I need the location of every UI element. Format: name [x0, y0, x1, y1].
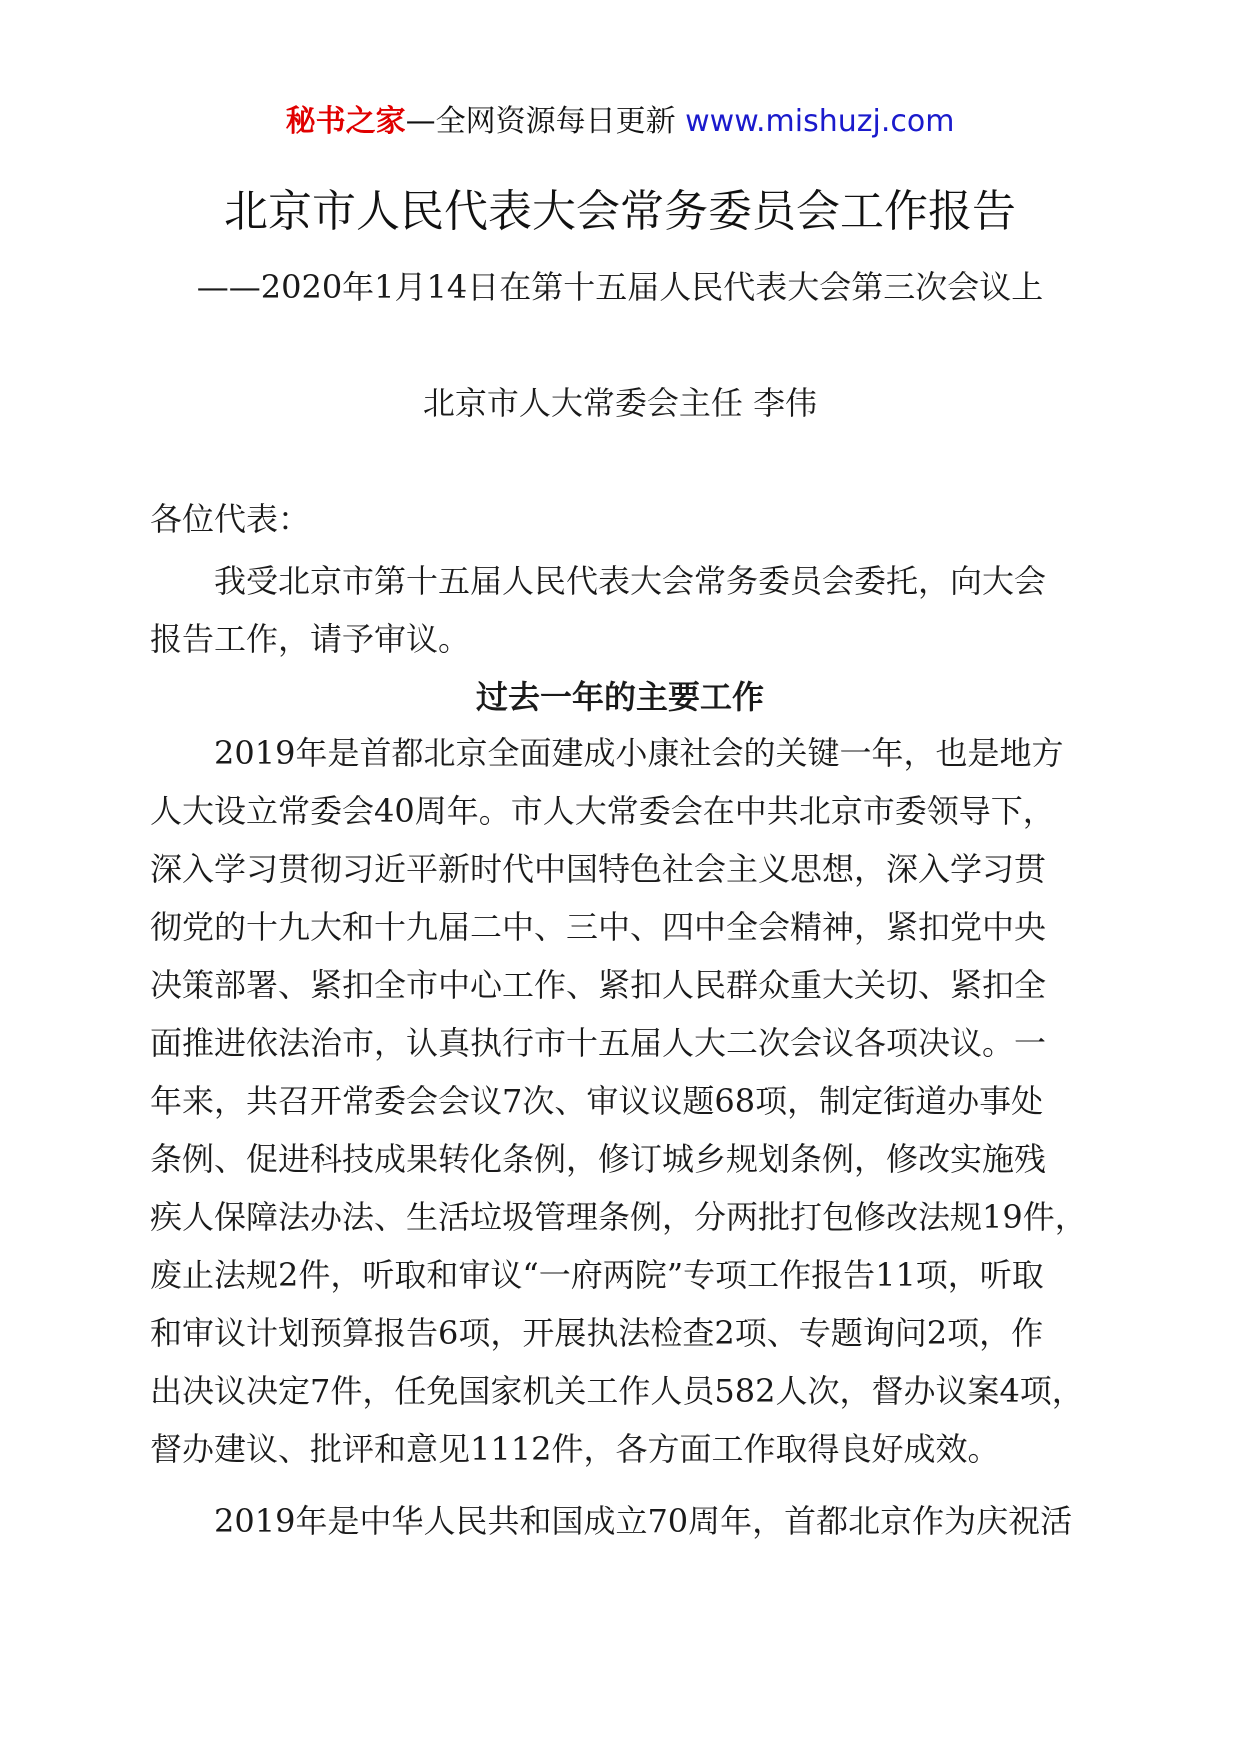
paragraph-line: 人大设立常委会40周年。市人大常委会在中共北京市委领导下，	[150, 792, 1055, 830]
intro-paragraph	[150, 552, 1080, 668]
paragraph-line: 决策部署、紧扣全市中心工作、紧扣人民群众重大关切、紧扣全	[150, 966, 1047, 1004]
paragraph-line: 条例、促进科技成果转化条例，修订城乡规划条例，修改实施残	[150, 1140, 1047, 1178]
paragraph-line: 废止法规2件，听取和审议“一府两院”专项工作报告11项，听取	[150, 1256, 1044, 1294]
paragraph-line: 出决议决定7件，任免国家机关工作人员582人次，督办议案4项，	[150, 1372, 1084, 1410]
paragraph-line: 督办建议、批评和意见1112件，各方面工作取得良好成效。	[150, 1430, 1000, 1468]
paragraph-line: 报告工作，请予审议。	[150, 620, 471, 658]
section-heading: 过去一年的主要工作	[475, 678, 764, 716]
paragraph-line: 我受北京市第十五届人民代表大会常务委员会委托，向大会	[214, 562, 1047, 600]
brand-name: 秘书之家	[285, 104, 406, 139]
document-subtitle: ——2020年1月14日在第十五届人民代表大会第三次会议上	[196, 268, 1044, 306]
paragraph-line: 年来，共召开常委会会议7次、审议议题68项，制定街道办事处	[150, 1082, 1044, 1120]
body-paragraph-1	[150, 724, 1087, 1478]
document-author: 北京市人大常委会主任 李伟	[422, 384, 818, 422]
salutation: 各位代表：	[150, 500, 311, 538]
site-url[interactable]: www.mishuzj.com	[685, 104, 955, 139]
paragraph-line: 面推进依法治市，认真执行市十五届人大二次会议各项决议。一	[150, 1024, 1047, 1062]
document-title: 北京市人民代表大会常务委员会工作报告	[224, 186, 1016, 237]
body-paragraph-2	[150, 1492, 1080, 1550]
paragraph-line: 深入学习贯彻习近平新时代中国特色社会主义思想，深入学习贯	[150, 850, 1047, 888]
site-header	[0, 100, 1240, 144]
paragraph-line: 彻党的十九大和十九届二中、三中、四中全会精神，紧扣党中央	[150, 908, 1047, 946]
paragraph-line: 疾人保障法办法、生活垃圾管理条例，分两批打包修改法规19件，	[150, 1198, 1087, 1236]
paragraph-line: 2019年是中华人民共和国成立70周年，首都北京作为庆祝活	[214, 1502, 1073, 1540]
paragraph-line: 2019年是首都北京全面建成小康社会的关键一年，也是地方	[214, 734, 1064, 772]
paragraph-line: 和审议计划预算报告6项，开展执法检查2项、专题询问2项，作	[150, 1314, 1044, 1352]
site-slogan: —全网资源每日更新	[405, 104, 686, 139]
